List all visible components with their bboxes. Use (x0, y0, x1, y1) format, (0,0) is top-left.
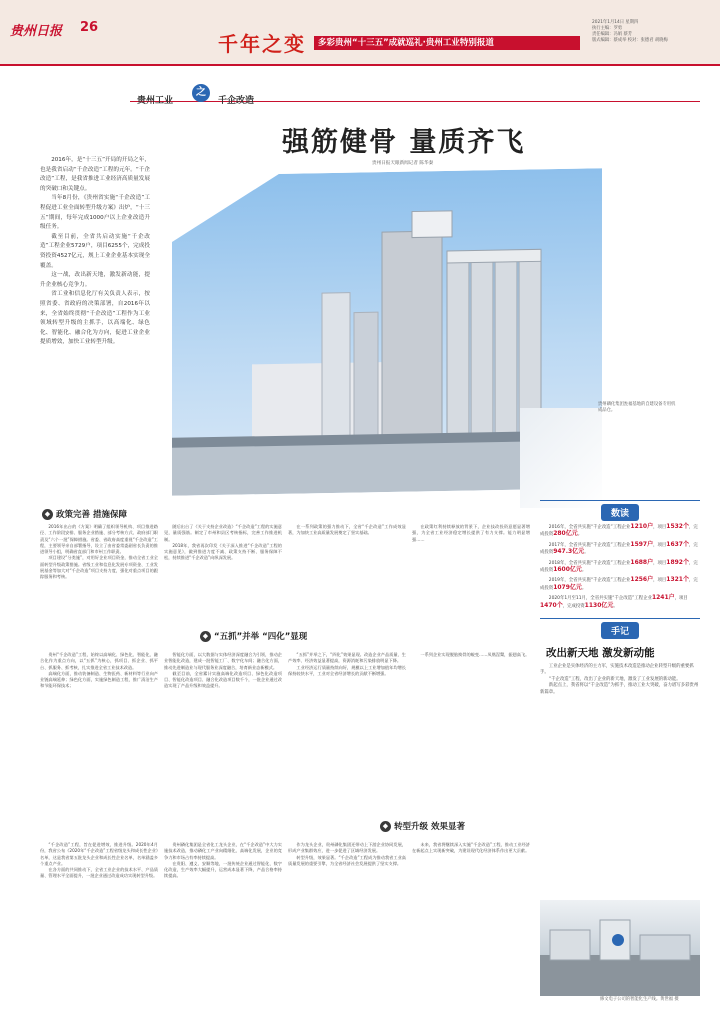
stat-text: 2016年，全省共实施“千企改造”工程企业 (548, 525, 631, 530)
photo-caption: 贵州磷化集团瓮福基地的自建设备专用机成品仓。 (598, 402, 676, 414)
essay-paragraph: 工业企业是实体经济的主力军，实施技术改造是推动企业转型升级的重要抓手。 (540, 664, 694, 676)
section-heading-text: 政策完善 措施保障 (56, 510, 127, 520)
body-paragraph: 2018年，我省再次印发《关于深入推进“千企改造”工程的实施意见》，做到推进力度不减、政策支持不断、服务保障不松，持续推进“千企改造”向纵深发展。 (164, 542, 282, 561)
section-bullet-icon: ◆ (380, 821, 391, 832)
section3-col3 (288, 842, 406, 867)
stat-value: 1597户 (630, 540, 654, 548)
body-paragraph: 截至目前，全省累计实施高端化改造项目、绿色化改造项目、智能化改造项目、融合化改造项目数千个，一批企业通过改造实现了产品升级和效益提升。 (164, 670, 282, 689)
stat-value: 280亿元 (553, 530, 578, 538)
section-heading-3 (380, 820, 465, 832)
stat-item (540, 542, 700, 557)
stat-value: 1892个 (666, 558, 689, 566)
stat-text: 2020年1月至11月，全省共实施“千企改造”工程企业 (548, 596, 652, 602)
intro-paragraph: 截至目前，全省共启动实施“千企改造”工程企业5729户，项目6255个，完成投资投资4527亿元，规上工业企业基本实现全覆盖。 (40, 233, 150, 269)
stat-value: 1688户 (630, 558, 654, 566)
stats-list (540, 524, 700, 610)
page-curl-bottom (520, 408, 602, 508)
banner-left: 贵州工业 (137, 96, 174, 106)
body-paragraph: 在各方面的共同推动下，全省工业企业的技术水平、产品质量、管理水平全面提升，一批企业通过改造成功实现转型升级。 (40, 867, 158, 879)
banner-right: 千企改造 (218, 96, 255, 106)
section-heading-2 (200, 630, 307, 642)
stat-value: 947.3亿元 (553, 548, 585, 556)
intro-paragraph: 2016年，是“十三五”开局的开局之年，也是我省启动“千企改造”工程的元年。“千企改造”工程，是我省推进工业经济高质量发展的突破口和关键点。 (40, 157, 150, 192)
essay-paragraph: 新起点上，我省将以“千企改造”为抓手，推动工业大突破，奋力谱写多彩贵州新篇章。 (540, 683, 699, 695)
section-bullet-icon: ◆ (42, 509, 53, 520)
stat-text: 。 (584, 550, 589, 556)
stat-text: ，完成投资 (540, 525, 698, 538)
body-paragraph: 随后出台了《关于支持企业改造》“千企改造”工程的实施意见，量质强筋。制定了市州和县区考核指标，完善工作推进机制。 (164, 524, 282, 542)
sidebar-photo-caption: 修文电子公司的智能化生产线。黄世福 摄 (600, 997, 679, 1002)
section1-col4 (412, 524, 530, 543)
stat-text: 2019年，全省共实施“千企改造”工程企业 (548, 578, 631, 584)
stat-value: 1321个 (666, 576, 689, 584)
edition-meta: 2021年1月14日 星期四 执行主编：罗勇 责任编辑：冯娟 蔡芳 版式编辑：蔡成举 校对：张德君 胡晓梅 (592, 20, 668, 43)
stat-value: 1079亿元 (553, 583, 582, 591)
stat-value: 1637个 (666, 540, 689, 548)
body-paragraph: 贵州磷化集团是全省化工龙头企业，在“千企改造”中大力实施技术改造，推动磷化工产业向精细化、高端化发展，企业的竞争力和市场占有率持续提高。 (164, 842, 282, 860)
body-paragraph: 作为龙头企业，贵州磷化集团还带动上下游企业协同发展，形成产业集群效应，进一步促进了区域经济发展。 (288, 842, 406, 854)
byline: 贵州日报天眼新闻记者 陈华秦 (372, 161, 434, 166)
stat-text: 。 (577, 532, 583, 538)
stat-text: ，项目 (653, 578, 667, 584)
sidebar-badge-wrap (540, 618, 700, 639)
body-paragraph: 智能化方面，以大数据与实体经济深度融合为引领，推动企业智能化改造，建成一批智能工厂、数字化车间；融合化方面，推动先进制造业与现代服务业深度融合，培育新业态新模式。 (164, 652, 282, 670)
sidebar (540, 500, 700, 696)
stat-item (540, 524, 700, 539)
stat-text: ，完成投资 (540, 560, 698, 574)
body-paragraph: 在政策红利持续释放的背景下，企业技改投资意愿显著增强，为全省工业经济稳定增长提供了有力支撑。能力明显增强…… (412, 524, 530, 542)
stat-text: 2018年，全省共实施“千企改造”工程企业 (548, 560, 631, 566)
banner-circle: 之 (192, 84, 210, 102)
sidebar-badge-wrap (540, 500, 700, 521)
stat-text: 。 (581, 585, 587, 591)
page-number: 26 (80, 20, 99, 35)
intro-paragraph: 这一战，改出新天地，激发新动能，提升企业核心竞争力。 (40, 272, 150, 288)
intro-column (40, 156, 150, 348)
section-heading-1 (42, 508, 127, 520)
section-title: 千年之变 (218, 32, 306, 56)
stat-text: 2017年，全省共实施“千企改造”工程企业 (548, 542, 631, 548)
section-bullet-icon: ◆ (200, 631, 211, 642)
section-heading-text: 转型升级 效果显著 (394, 822, 465, 832)
intro-paragraph: 当年8月份，《贵州省实施“千企改造”工程促进工业全面转型升级方案》出炉，“十三五”期间，每年完成1000户以上企业改造升级任务。 (40, 195, 150, 231)
section1-col3 (288, 524, 406, 537)
body-paragraph: 未来，我省将继续深入实施“千企改造”工程，推动工业经济在新起点上实现新突破，为建设现代化经济体系作出更大贡献。 (412, 842, 530, 854)
banner-line (130, 101, 700, 102)
stat-text: ，项目 (653, 525, 667, 530)
essay-paragraph: “千企改造”工程，改出了企业的新天地，激发了工业发展的新动能。 (548, 676, 681, 682)
stat-text: 。 (581, 568, 587, 574)
body-paragraph: 2016年出台的《方案》明确了组织领导机构、项目推进路径、工作阶段安排、服务企业措施、部分考核方式、政府部门职责及“六个一批”保障措施。省委、省政府高度重视“千企改造”工程，主要领导亲自部署指导，设立了由省委常委副省长负责的推进领导小组，明确省直部门和市州工作职责。 (40, 524, 158, 555)
stat-text: ，项目 (674, 596, 688, 602)
section2-col4 (412, 652, 530, 658)
production-line-photo (540, 900, 700, 996)
body-paragraph: 转型升级，效果显著。“千企改造”工程成为推动我省工业高质量发展的重要引擎，为全省经济社会发展提供了坚实支撑。 (288, 854, 406, 866)
stat-text: ，项目 (653, 560, 667, 566)
section1-col2 (164, 524, 282, 562)
stat-item (540, 560, 700, 575)
production-line-illustration (540, 900, 700, 996)
stat-value: 1532个 (666, 523, 689, 530)
stat-value: 1130亿元 (584, 601, 614, 609)
section2-col3 (288, 652, 406, 677)
body-paragraph: 高端化方面，推动装备制造、生物医药、新材料等行业向产业链高端延伸；绿色化方面，实施绿色制造工程，推广清洁生产和节能环保技术； (40, 670, 158, 689)
stat-item (540, 595, 700, 610)
section1-col1 (40, 524, 158, 581)
section3-col4 (412, 842, 530, 855)
body-paragraph: 工业经济运行质量持续向好，规模以上工业增加值年均增长保持较快水平，工业对全省经济增长的贡献不断增强。 (288, 664, 406, 676)
body-paragraph: “千企改造”工程，旨在促进增效，推进升级。2020年4月份，我省公布《2020年“千企改造”工程省级龙头和成长性企业》名单，这是我省第五批龙头企业和成长性企业名单，名单涵盖多个重点产业。 (40, 842, 158, 866)
notes-badge: 手记 (601, 622, 639, 639)
body-paragraph: “五抓”并举之下，“四化”效果显现。改造企业产品质量、生产效率、经济效益显著提高，资源消耗和污染排放明显下降。 (288, 652, 406, 664)
section3-col2 (164, 842, 282, 880)
intro-paragraph: 省工业和信息化厅有关负责人表示，按照省委、省政府的决策部署，自2016年以来，全省始终贯彻“千企改造”工程作为工业领域转型升级的主抓手，以高端化、绿色化、智能化、融合化为方向，促进工业企业提质增效，加快工业转型升级。 (40, 291, 150, 346)
body-paragraph: 在贵阳、遵义、安顺等地，一批传统企业通过智能化、数字化改造，生产效率大幅提升，运营成本显著下降，产品合格率持续提高。 (164, 860, 282, 879)
stat-text: 。 (613, 603, 618, 609)
stat-value: 1210户 (630, 523, 654, 530)
stat-text: ，完成投资 (540, 578, 698, 591)
section2-col1 (40, 652, 158, 690)
section-heading-text: “五抓”并举 “四化”显现 (214, 632, 308, 642)
stat-value: 1256户 (630, 576, 654, 584)
body-paragraph: 贵州“千企改造”工程，始终以高端化、绿色化、智能化、融合化作为重点方向，以“五抓”为核心，抓项目、抓企业、抓平台、抓服务、抓考核，扎实推进全省工业技术改造。 (40, 652, 158, 670)
section3-col1 (40, 842, 158, 880)
stat-value: 1600亿元 (553, 566, 582, 574)
article-title: 强筋健骨 量质齐飞 (282, 127, 526, 158)
newspaper-logo: 贵州日报 (10, 24, 63, 39)
header-divider (0, 64, 720, 66)
essay-title: 改出新天地 激发新动能 (546, 647, 655, 660)
stat-value: 1470个 (540, 601, 563, 609)
stat-text: ，完成投资 (562, 603, 585, 609)
stat-value: 1241户 (651, 594, 675, 602)
special-report-subtitle: 多彩贵州“十三五”成就巡礼·贵州工业特别报道 (314, 36, 580, 50)
stat-text: ，项目 (653, 542, 667, 548)
stat-text: ，完成投资 (540, 542, 698, 556)
data-reading-badge: 数读 (601, 504, 639, 521)
body-paragraph: 项目建设“分类施”，对用好企业项目资金，推动全省工业全面转型升级政策措施。省级工业和信息化发展专项资金、工业发展基金等加大对“千企改造”项目支持力度，强化对重点项目的跟踪服务和考核。 (40, 555, 158, 580)
section2-col2 (164, 652, 282, 690)
body-paragraph: 一系列企业实现脱胎换骨的蜕变……凤凰涅槃，振翅高飞。 (420, 652, 530, 657)
body-paragraph: 在一系列政策的强力推动下，全省“千企改造”工作成效显著，为加快工业高质量发展奠定了坚实基础。 (288, 524, 406, 536)
page-curl-top (172, 172, 282, 242)
stat-item (540, 577, 700, 592)
